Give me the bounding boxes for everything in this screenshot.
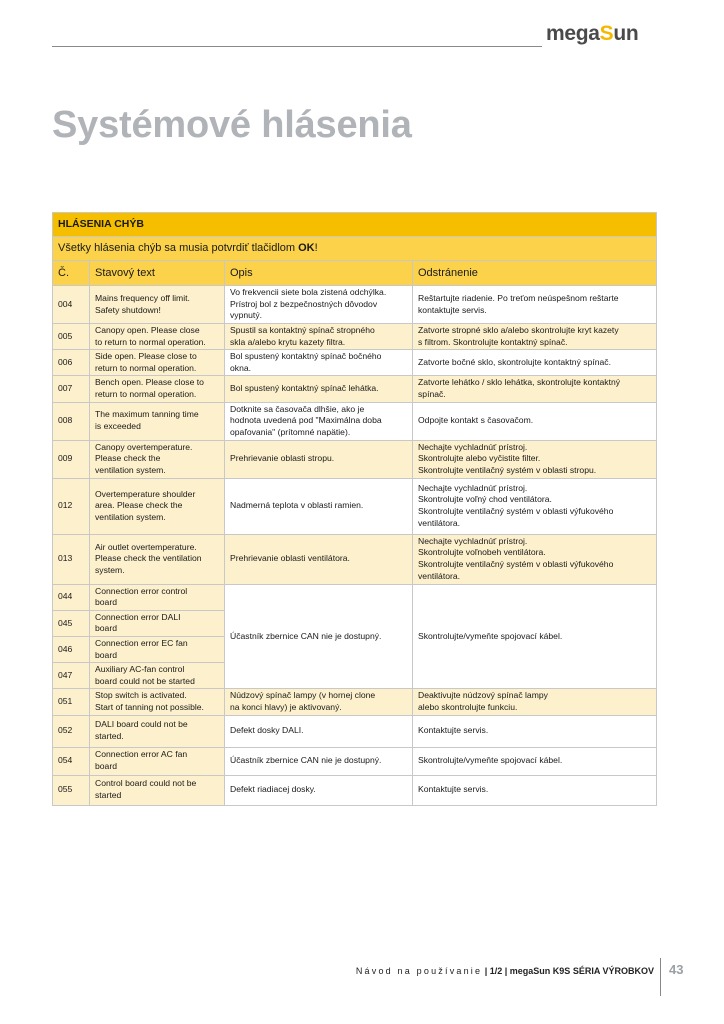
error-code: 009: [53, 440, 90, 478]
remedy: Odpojte kontakt s časovačom.: [413, 402, 657, 440]
table-subtitle: Všetky hlásenia chýb sa musia potvrdiť tlačidlom OK!: [53, 237, 657, 261]
table-row: [53, 534, 657, 584]
status-text: Connection error AC fan board: [90, 747, 225, 775]
status-text: The maximum tanning time is exceeded: [90, 402, 225, 440]
status-text: Canopy open. Please close to return to normal operation.: [90, 324, 225, 350]
table-row: [53, 402, 657, 440]
status-text: Auxiliary AC-fan control board could not be started: [90, 663, 225, 689]
description: Bol spustený kontaktný spínač lehátka.: [225, 376, 413, 402]
description-merged: Účastník zbernice CAN nie je dostupný.: [225, 584, 413, 689]
remedy: Nechajte vychladnúť prístroj. Skontrolujte voľný chod ventilátora. Skontrolujte ventilačný systém v oblasti výfukového ventilátora.: [413, 478, 657, 534]
status-text: Connection error DALI board: [90, 610, 225, 636]
table-row: [53, 715, 657, 747]
error-code: 054: [53, 747, 90, 775]
table-row: [53, 584, 657, 610]
remedy: Nechajte vychladnúť prístroj. Skontrolujte alebo vyčistite filter. Skontrolujte ventilačný systém v oblasti stropu.: [413, 440, 657, 478]
status-text: DALI board could not be started.: [90, 715, 225, 747]
error-code: 012: [53, 478, 90, 534]
description: Núdzový spínač lampy (v hornej clone na konci hlavy) je aktivovaný.: [225, 689, 413, 715]
error-code: 006: [53, 350, 90, 376]
description: Bol spustený kontaktný spínač bočného okna.: [225, 350, 413, 376]
error-table: [52, 212, 657, 806]
error-code: 005: [53, 324, 90, 350]
status-text: Canopy overtemperature. Please check the ventilation system.: [90, 440, 225, 478]
status-text: Side open. Please close to return to normal operation.: [90, 350, 225, 376]
remedy: Zatvorte bočné sklo, skontrolujte kontaktný spínač.: [413, 350, 657, 376]
remedy: Nechajte vychladnúť prístroj. Skontrolujte voľnobeh ventilátora. Skontrolujte ventilačný systém v oblasti výfukového ventilátora.: [413, 534, 657, 584]
description: Spustil sa kontaktný spínač stropného skla a/alebo krytu kazety filtra.: [225, 324, 413, 350]
brand-logo: megaSun: [546, 22, 639, 45]
table-row: [53, 286, 657, 324]
remedy: Reštartujte riadenie. Po treťom neúspešnom reštarte kontaktujte servis.: [413, 286, 657, 324]
table-row: [53, 775, 657, 805]
error-code: 045: [53, 610, 90, 636]
footer-page-of: 1/2: [489, 966, 503, 976]
error-code: 047: [53, 663, 90, 689]
description: Prehrievanie oblasti stropu.: [225, 440, 413, 478]
status-text: Connection error control board: [90, 584, 225, 610]
description: Dotknite sa časovača dlhšie, ako je hodnota uvedená pod "Maximálna doba opaľovania" (prítomné napätie).: [225, 402, 413, 440]
description: Vo frekvencii siete bola zistená odchýlka. Prístroj bol z bezpečnostných dôvodov vypnutý.: [225, 286, 413, 324]
table-row: [53, 747, 657, 775]
remedy: Zatvorte lehátko / sklo lehátka, skontrolujte kontaktný spínač.: [413, 376, 657, 402]
status-text: Bench open. Please close to return to normal operation.: [90, 376, 225, 402]
column-header-status: Stavový text: [90, 261, 225, 286]
status-text: Connection error EC fan board: [90, 636, 225, 662]
page-number: 43: [669, 962, 684, 977]
table-row: [53, 376, 657, 402]
status-text: Mains frequency off limit. Safety shutdown!: [90, 286, 225, 324]
error-code: 055: [53, 775, 90, 805]
table-row: [53, 350, 657, 376]
remedy: Skontrolujte/vymeňte spojovací kábel.: [413, 747, 657, 775]
footer: Návod na používanie | 1/2 | megaSun K9S SÉRIA VÝROBKOV: [355, 966, 654, 976]
description: Účastník zbernice CAN nie je dostupný.: [225, 747, 413, 775]
error-code: 046: [53, 636, 90, 662]
error-code: 013: [53, 534, 90, 584]
table-title: HLÁSENIA CHÝB: [53, 213, 657, 237]
remedy-merged: Skontrolujte/vymeňte spojovací kábel.: [413, 584, 657, 689]
description: Prehrievanie oblasti ventilátora.: [225, 534, 413, 584]
column-header-remedy: Odstránenie: [413, 261, 657, 286]
page-title: Systémové hlásenia: [52, 104, 412, 146]
status-text: Overtemperature shoulder area. Please check the ventilation system.: [90, 478, 225, 534]
remedy: Deaktivujte núdzový spínač lampy alebo skontrolujte funkciu.: [413, 689, 657, 715]
column-header-number: Č.: [53, 261, 90, 286]
table-row: [53, 324, 657, 350]
footer-series: megaSun K9S SÉRIA VÝROBKOV: [509, 966, 654, 976]
remedy: Zatvorte stropné sklo a/alebo skontrolujte kryt kazety s filtrom. Skontrolujte kontaktný spínač.: [413, 324, 657, 350]
footer-manual: Návod na používanie: [355, 966, 483, 976]
description: Nadmerná teplota v oblasti ramien.: [225, 478, 413, 534]
status-text: Stop switch is activated. Start of tanning not possible.: [90, 689, 225, 715]
table-row: [53, 689, 657, 715]
header-rule: [52, 46, 542, 47]
error-code: 052: [53, 715, 90, 747]
footer-divider: [660, 958, 661, 996]
error-code: 008: [53, 402, 90, 440]
error-code: 004: [53, 286, 90, 324]
error-code: 007: [53, 376, 90, 402]
status-text: Control board could not be started: [90, 775, 225, 805]
remedy: Kontaktujte servis.: [413, 715, 657, 747]
error-code: 051: [53, 689, 90, 715]
description: Defekt dosky DALI.: [225, 715, 413, 747]
description: Defekt riadiacej dosky.: [225, 775, 413, 805]
column-header-description: Opis: [225, 261, 413, 286]
error-code: 044: [53, 584, 90, 610]
remedy: Kontaktujte servis.: [413, 775, 657, 805]
table-row: [53, 440, 657, 478]
table-row: [53, 478, 657, 534]
status-text: Air outlet overtemperature. Please check the ventilation system.: [90, 534, 225, 584]
